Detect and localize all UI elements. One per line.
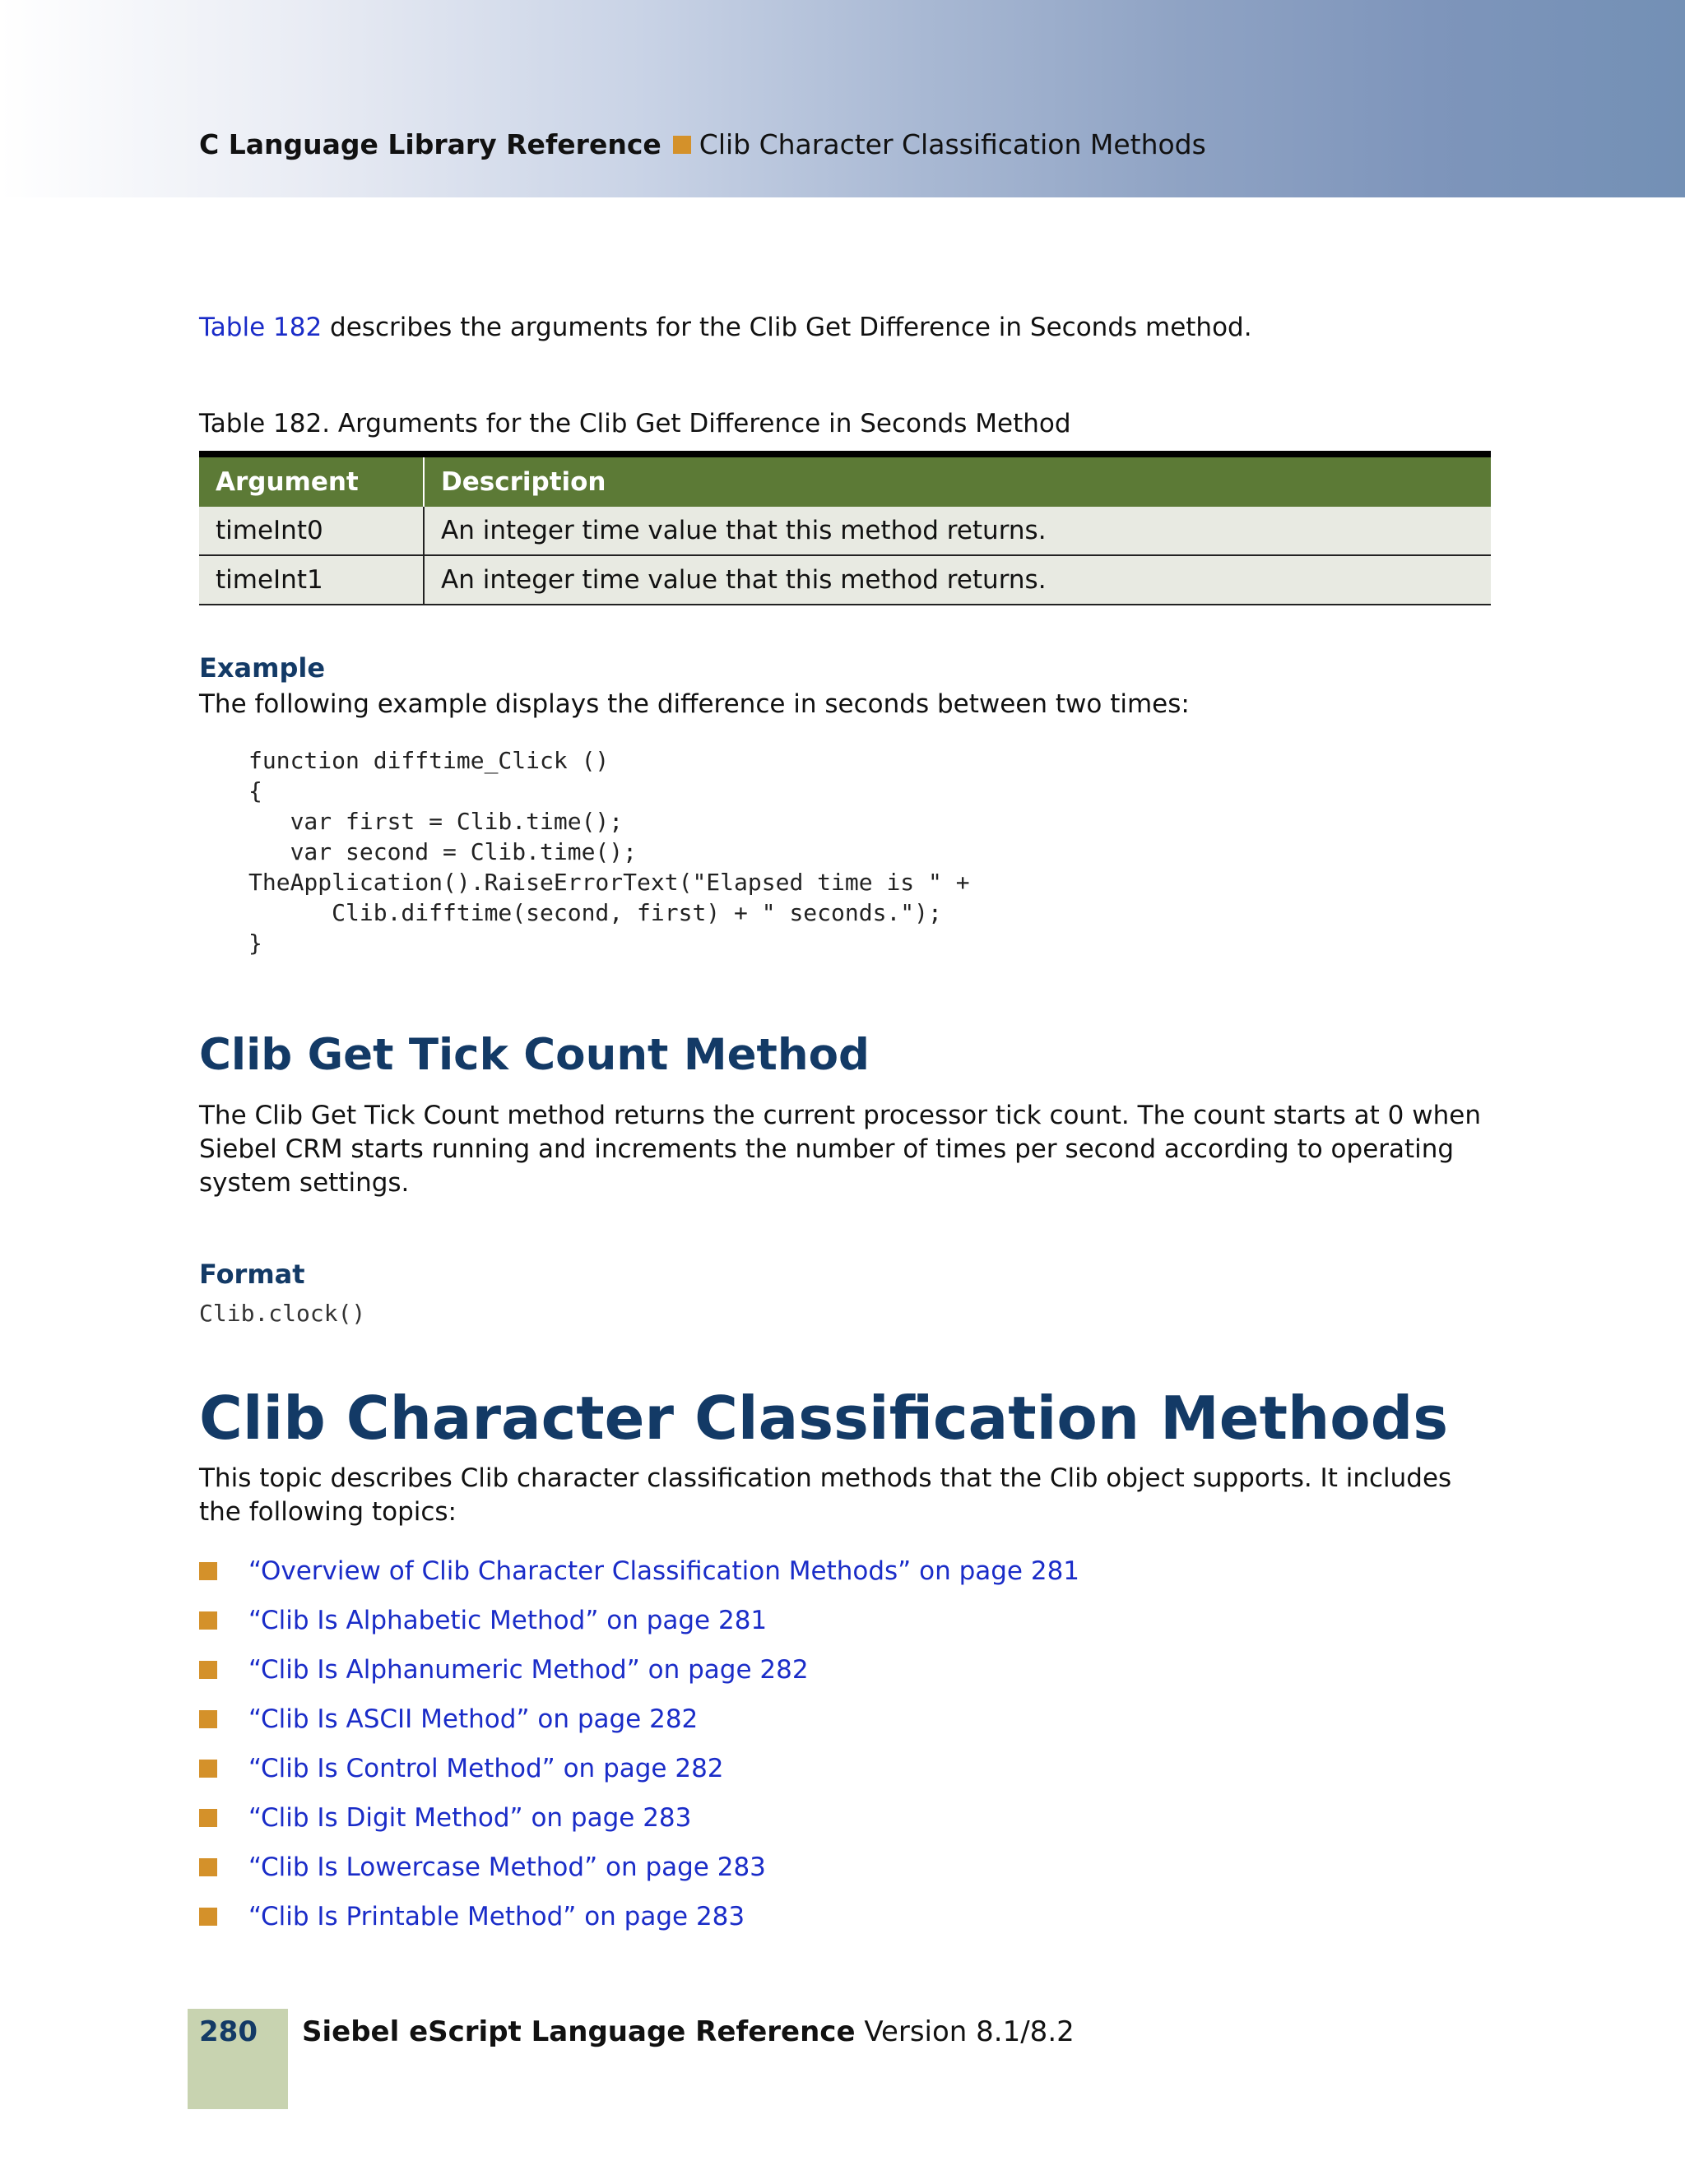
table-cell-argument: timeInt0 (199, 507, 424, 555)
topic-link[interactable]: “Clib Is Printable Method” on page 283 (248, 1902, 745, 1931)
running-head (199, 128, 1206, 160)
topic-link[interactable]: “Clib Is Alphabetic Method” on page 281 (248, 1606, 768, 1635)
table-182-link[interactable]: Table 182 (199, 313, 323, 342)
list-item (199, 1645, 1079, 1695)
topic-list (199, 1546, 1079, 1941)
classification-text: This topic describes Clib character classification methods that the Clib object supports. It includes the following topics: (199, 1463, 1452, 1527)
running-head-section: Clib Character Classification Methods (699, 128, 1206, 160)
tick-count-text: The Clib Get Tick Count method returns the current processor tick count. The count starts at 0 when Siebel CRM starts running and increments the number of times per second according to operating system settings. (199, 1101, 1481, 1198)
bullet-icon (199, 1908, 217, 1926)
table-row (199, 555, 1491, 605)
running-head-separator-icon (673, 136, 691, 154)
list-item (199, 1892, 1079, 1941)
intro-paragraph (199, 313, 1252, 342)
bullet-icon (199, 1760, 217, 1778)
bullet-icon (199, 1611, 217, 1630)
topic-link[interactable]: “Clib Is Control Method” on page 282 (248, 1754, 724, 1783)
running-head-chapter: C Language Library Reference (199, 128, 661, 160)
list-item (199, 1843, 1079, 1892)
tick-count-title: Clib Get Tick Count Method (199, 1030, 870, 1080)
column-header-description: Description (424, 454, 1491, 507)
classification-title: Clib Character Classification Methods (199, 1384, 1449, 1453)
bullet-icon (199, 1562, 217, 1580)
topic-link[interactable]: “Clib Is Lowercase Method” on page 283 (248, 1852, 766, 1882)
arguments-table (199, 451, 1491, 605)
footer-book-title: Siebel eScript Language Reference (302, 2015, 856, 2048)
list-item (199, 1596, 1079, 1645)
example-heading: Example (199, 652, 326, 684)
format-code: Clib.clock() (199, 1300, 366, 1327)
bullet-icon (199, 1858, 217, 1876)
bullet-icon (199, 1661, 217, 1679)
list-item (199, 1546, 1079, 1596)
intro-text: describes the arguments for the Clib Get Difference in Seconds method. (322, 313, 1252, 342)
list-item (199, 1744, 1079, 1793)
bullet-icon (199, 1809, 217, 1827)
table-caption: Table 182. Arguments for the Clib Get Difference in Seconds Method (199, 409, 1071, 438)
example-code-block: function difftime_Click () { var first = Clib.time(); var second = Clib.time(); TheApplication().RaiseErrorText("Elapsed time is " + Clib.difftime(second, first) + " seconds."); } (248, 747, 970, 957)
footer-version: Version 8.1/8.2 (855, 2015, 1075, 2048)
bullet-icon (199, 1710, 217, 1728)
page-number: 280 (199, 2015, 258, 2048)
table-header-row (199, 454, 1491, 507)
list-item (199, 1793, 1079, 1843)
header-band (0, 0, 1685, 197)
table-cell-description: An integer time value that this method returns. (424, 507, 1491, 555)
footer-title (302, 2015, 1075, 2048)
topic-link[interactable]: “Clib Is Digit Method” on page 283 (248, 1803, 692, 1833)
column-header-argument: Argument (199, 454, 424, 507)
list-item (199, 1695, 1079, 1744)
table-row (199, 507, 1491, 555)
topic-link[interactable]: “Clib Is Alphanumeric Method” on page 282 (248, 1655, 809, 1685)
example-text: The following example displays the difference in seconds between two times: (199, 689, 1190, 719)
table-cell-argument: timeInt1 (199, 555, 424, 605)
topic-link[interactable]: “Clib Is ASCII Method” on page 282 (248, 1704, 699, 1734)
topic-link[interactable]: “Overview of Clib Character Classification Methods” on page 281 (248, 1556, 1080, 1586)
table-cell-description: An integer time value that this method returns. (424, 555, 1491, 605)
format-heading: Format (199, 1259, 305, 1290)
